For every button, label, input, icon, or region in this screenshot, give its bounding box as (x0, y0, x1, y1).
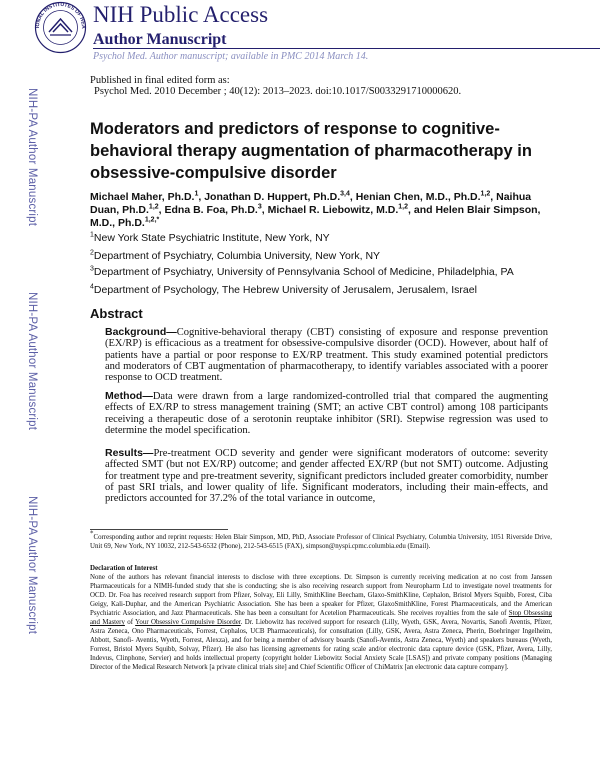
logo-text: IONAL INSTITUTES OF HEA (34, 1, 87, 29)
author-affil-sup: 3,4 (340, 190, 350, 198)
author-list (90, 191, 545, 230)
results-label: Results— (105, 447, 154, 459)
affiliation-text: New York State Psychiatric Institute, New York, NY (93, 232, 330, 244)
author-name: Henian Chen, M.D., Ph.D. (355, 191, 481, 203)
author-affil-sup: 1,2 (398, 203, 409, 211)
author-separator: , (490, 191, 497, 203)
corresponding-text: Corresponding author and reprint requests: Helen Blair Simpson, MD, PhD, Associate Professor of Clinical Psychiatry, Columbia University, 1051 Riverside Drive, Unit 69, New York, NY 10032, 212-543-6532 (Phone), 212-543-6515 (FAX), simpson@nyspi.cpmc.columbia.edu (Email). (90, 534, 552, 550)
declaration-connector: of (124, 619, 136, 626)
citation-line: Psychol Med. 2010 December ; 40(12): 2013–2023. doi:10.1017/S0033291710000620. (94, 86, 462, 97)
side-label-top: NIH-PA Author Manuscript (26, 88, 38, 227)
affiliation-4 (90, 284, 477, 296)
author-affil-sup: 1,2 (148, 203, 159, 211)
nih-seal-logo (33, 0, 88, 55)
author-affil-sup: 1,2 (480, 190, 491, 198)
author-name: Michael Maher, Ph.D. (90, 191, 195, 203)
corresponding-footnote (90, 529, 552, 551)
affiliation-number: 3 (90, 265, 94, 273)
author-separator: , (261, 204, 268, 216)
author-separator: , and (408, 204, 436, 216)
background-text: Cognitive-behavioral therapy (CBT) consisting of exposure and response prevention (EX/RP) is efficacious as a treatment for obsessive-compulsive disorder (OCD). However, about half of patients have a partial or poor response to EX/RP treatment. This study examined potential predictors and moderators of CBT augmentation of pharmacotherapy, to identify variables associated with a poorer response to OCD treatment. (105, 327, 548, 384)
side-label-middle: NIH-PA Author Manuscript (26, 292, 38, 431)
affiliation-number: 2 (90, 249, 94, 257)
affiliation-2 (90, 250, 380, 262)
author-manuscript-label: Author Manuscript (93, 31, 227, 48)
author-affil-sup: 3 (257, 203, 262, 211)
author-name: Edna B. Foa, Ph.D. (164, 204, 258, 216)
author-name: Michael R. Liebowitz, M.D. (267, 204, 399, 216)
method-label: Method— (105, 390, 153, 402)
affiliation-3 (90, 266, 514, 278)
footnote-rule (90, 529, 228, 530)
affiliation-text: Department of Psychiatry, University of Pennsylvania School of Medicine, Philadelphia, PA (93, 266, 514, 278)
affiliation-number: 1 (90, 231, 94, 239)
abstract-heading: Abstract (90, 306, 143, 321)
abstract-results (105, 448, 548, 504)
declaration-part1: None of the authors has relevant financial interests to disclose with three exceptions. Dr. Simpson is currently receiving medication at no cost from Janssen Pharmaceuticals for a NIMH-funded study that she is conducting; she is also receiving research support from Neuropharm Ltd to investigate novel treatments for OCD. Dr. Foa has received research support from Pfizer, Solvay, Eli Lilly, SmithKline Beecham, Glaxo-SmithKline, Cephalon, Bristol Myers Squibb, Forest, Ciba Geigy, Kali-Duphar, and the American Psychiatric Association. She has been a speaker for Pfizer, GlaxoSmithKline, Forest Pharmaceuticals, and the American Psychiatric Association, and Jazz Pharmaceuticals. She has been a consultant for Acetelion Pharmaceuticals. She receives royalties from the sale of (90, 574, 552, 617)
book-title-1: Stop Obsessing and Mastery (90, 610, 552, 626)
background-label: Background— (105, 326, 177, 338)
header-rule (93, 48, 600, 49)
side-label-bottom: NIH-PA Author Manuscript (26, 496, 38, 635)
author-name: Jonathan D. Huppert, Ph.D. (204, 191, 341, 203)
declaration-part2: . Dr. Liebowitz has received support for research (Lilly, Wyeth, GSK, Avera, Novartis, Sanofi Aventis, Pfizer, Astra Zeneca, Ono Pharmaceuticals, Forrest, Cephalos, UCB Pharmaceuticals), for consultation (Lilly, GSK, Avera, Astra Zeneca, Pherin, Boehringer Ingelheim, Abbott, Sanofi- Aventis, Wyeth, Forrest, Alexza), and for being a member of advisory boards (Sanofi-Aventis, Astra Zeneca, Wyeth) and speakers bureaus (Wyeth, Forrest, Bristol Myers Squibb, Solvay, Pfizer). He also has licensing agreements for rating scale and/or electronic data capture device (GSK, Pfizer, Avera, Lilly, Indevus, Clinphone, Servier) and holds intellectual property (copyright holder Liebowitz Social Anxiety Scale [LSAS]) and private company positions (Managing Director of the Medical Research Network [a private clinical trials site] and Chief Scientific Officer of ChiMatrix [an electronic data capture company]. (90, 619, 552, 671)
nih-public-access-title: NIH Public Access (93, 2, 269, 27)
declaration-text (90, 573, 552, 672)
abstract-background (105, 327, 548, 383)
affiliation-number: 4 (90, 283, 94, 291)
author-separator: , (158, 204, 165, 216)
results-text: Pre-treatment OCD severity and gender were significant moderators of outcome: severity affected SMT (but not EX/RP) outcome; and gender affected EX/RP (but not SMT) outcome. Adjusting for treatment type and pre-treatment severity, significant predictors included greater comorbidity, number of past SRI trials, and lower quality of life. Significant moderators, including their main-effects, and predictors accounted for 37.2% of the total variance in outcome, (105, 448, 548, 505)
affiliation-text: Department of Psychiatry, Columbia University, New York, NY (93, 250, 381, 262)
book-title-2: Your Obsessive Compulsive Disorder (135, 619, 241, 626)
author-separator: , (349, 191, 356, 203)
declaration-heading: Declaration of Interest (90, 564, 158, 572)
author-separator: , (198, 191, 205, 203)
author-name: Helen Blair Simpson, M.D., Ph.D. (90, 204, 541, 229)
author-name: Naihua Duan, Ph.D. (90, 191, 532, 216)
affiliation-text: Department of Psychology, The Hebrew University of Jerusalem, Jerusalem, Israel (93, 284, 477, 296)
author-affil-sup: 1,2,* (144, 216, 160, 224)
author-affil-sup: 1 (194, 190, 199, 198)
corresponding-mark: * (90, 529, 94, 538)
abstract-method (105, 391, 548, 436)
affiliation-1 (90, 232, 330, 244)
published-label: Published in final edited form as: (90, 75, 230, 86)
article-title: Moderators and predictors of response to cognitive-behavioral therapy augmentation of pharmacotherapy in obsessive-compulsive disorder (90, 120, 532, 182)
availability-note: Psychol Med. Author manuscript; available in PMC 2014 March 14. (93, 51, 369, 62)
method-text: Data were drawn from a large randomized-controlled trial that compared the augmenting effects of EX/RP to stress management training (SMT; an active CBT control) among 108 participants receiving a therapeutic dose of a serotonin reuptake inhibitor (SRI). Stepwise regression was used to determine the model specification. (105, 391, 548, 436)
